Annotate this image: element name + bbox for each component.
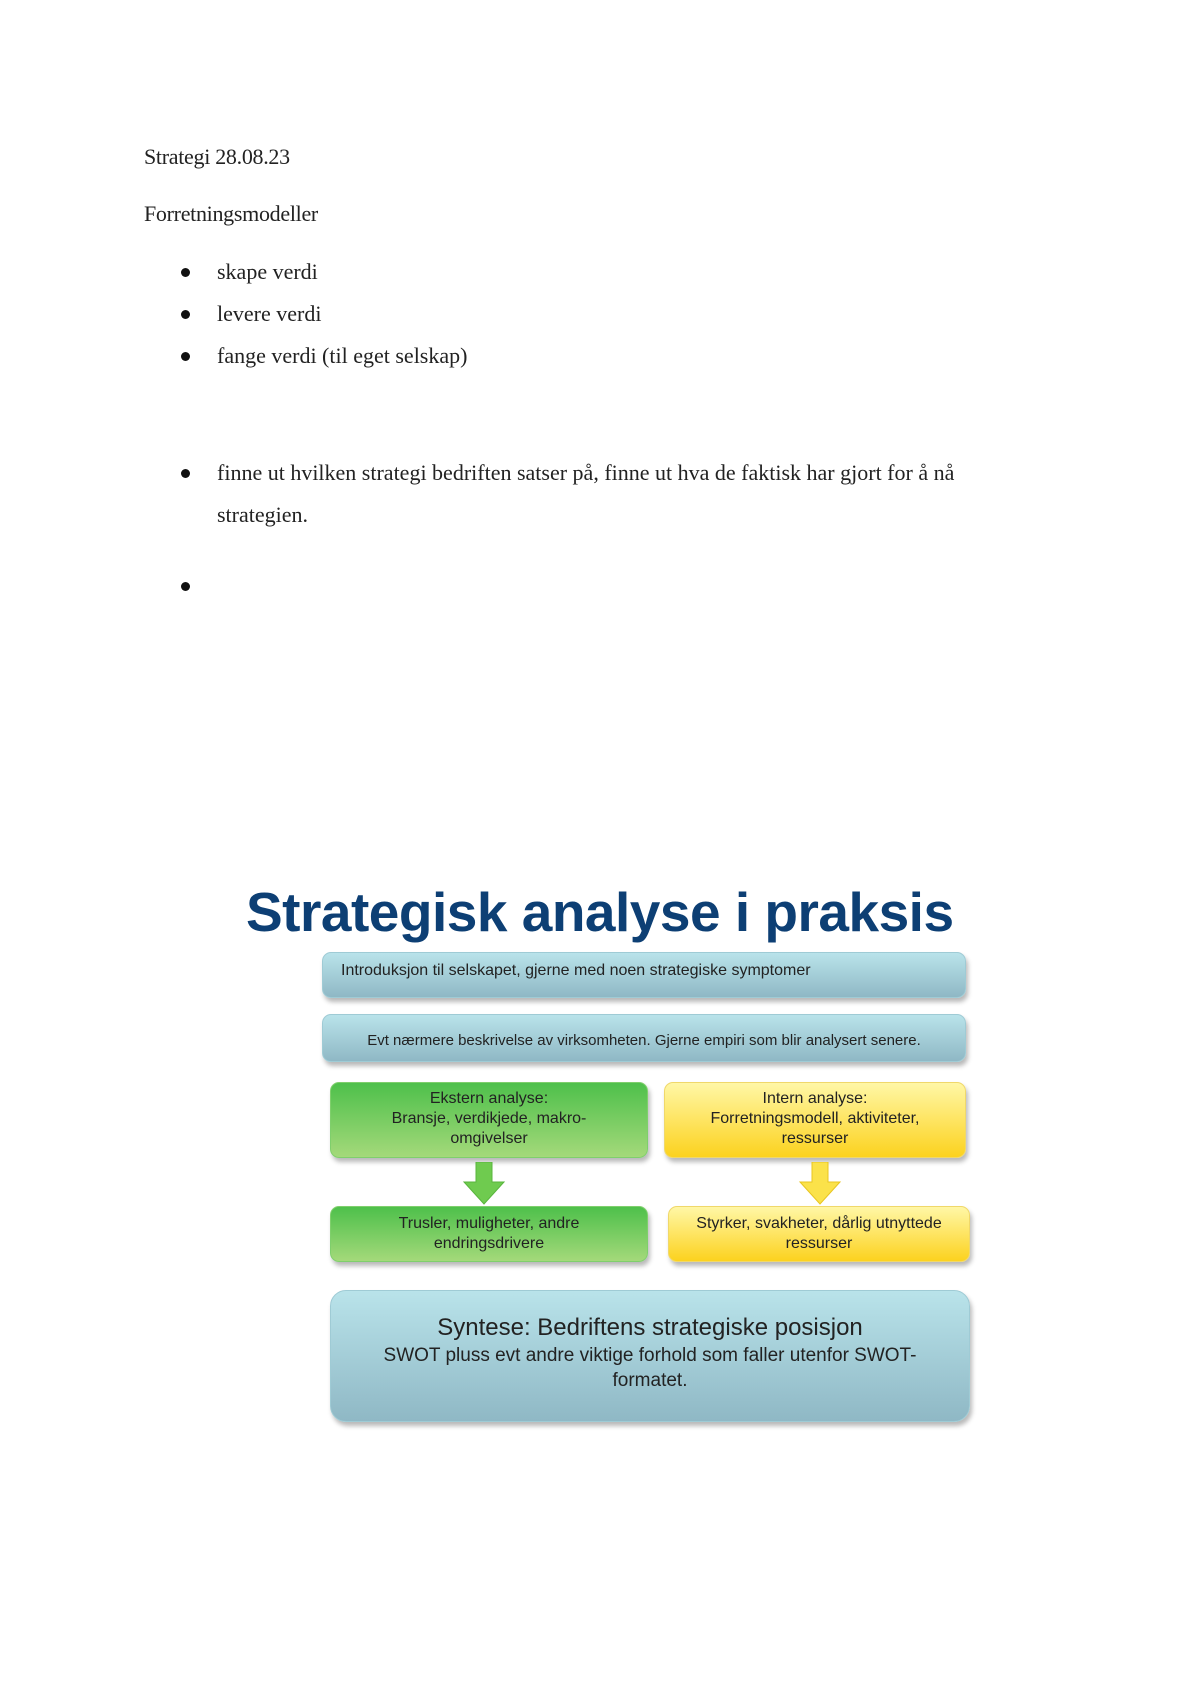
synthesis-text: SWOT pluss evt andre viktige forhold som faller utenfor SWOT-formatet. [383,1345,917,1391]
list-item-text: skape verdi [217,259,318,284]
description-box [322,1014,966,1062]
strengths-weaknesses-box [668,1206,970,1262]
slide-title: Strategisk analyse i praksis [246,881,954,943]
intro-box [322,952,966,998]
internal-analysis-text: ressurser [781,1130,849,1147]
bullet-dot-icon [181,582,190,591]
external-analysis-text: Bransje, verdikjede, makro- [391,1110,587,1127]
list-item-text: fange verdi (til eget selskap) [217,343,468,368]
internal-analysis-box [664,1082,966,1158]
list-item-text: finne ut hvilken strategi bedriften satser på, finne ut hva de faktisk har gjort for å nå [217,460,955,485]
bullet-dot-icon [181,352,190,361]
down-arrow-green-icon [462,1162,506,1206]
synthesis-title: Syntese: Bedriftens strategiske posisjon [437,1314,863,1341]
threats-opportunities-box [330,1206,648,1262]
date-line: Strategi 28.08.23 [144,144,290,169]
internal-analysis-title: Intern analyse: [762,1090,868,1107]
bullet-dot-icon [181,469,190,478]
intro-text: Introduksjon til selskapet, gjerne med noen strategiske symptomer [341,962,811,979]
synthesis-box [330,1290,970,1422]
strategy-slide-image [240,880,1060,1440]
section-heading: Forretningsmodeller [144,201,318,226]
strengths-text: Styrker, svakheter, dårlig utnyttede [696,1215,942,1232]
bullet-dot-icon [181,310,190,319]
bullet-dot-icon [181,268,190,277]
description-text: Evt nærmere beskrivelse av virksomheten. Gjerne empiri som blir analysert senere. [367,1032,921,1049]
threats-text: endringsdrivere [433,1235,545,1252]
strengths-text: ressurser [785,1235,853,1252]
list-item-text: strategien. [217,502,309,527]
list-item-text: levere verdi [217,301,322,326]
threats-text: Trusler, muligheter, andre [398,1215,580,1232]
external-analysis-text: omgivelser [450,1130,528,1147]
down-arrow-yellow-icon [798,1162,842,1206]
external-analysis-box [330,1082,648,1158]
internal-analysis-text: Forretningsmodell, aktiviteter, [710,1110,920,1127]
external-analysis-title: Ekstern analyse: [429,1090,549,1107]
